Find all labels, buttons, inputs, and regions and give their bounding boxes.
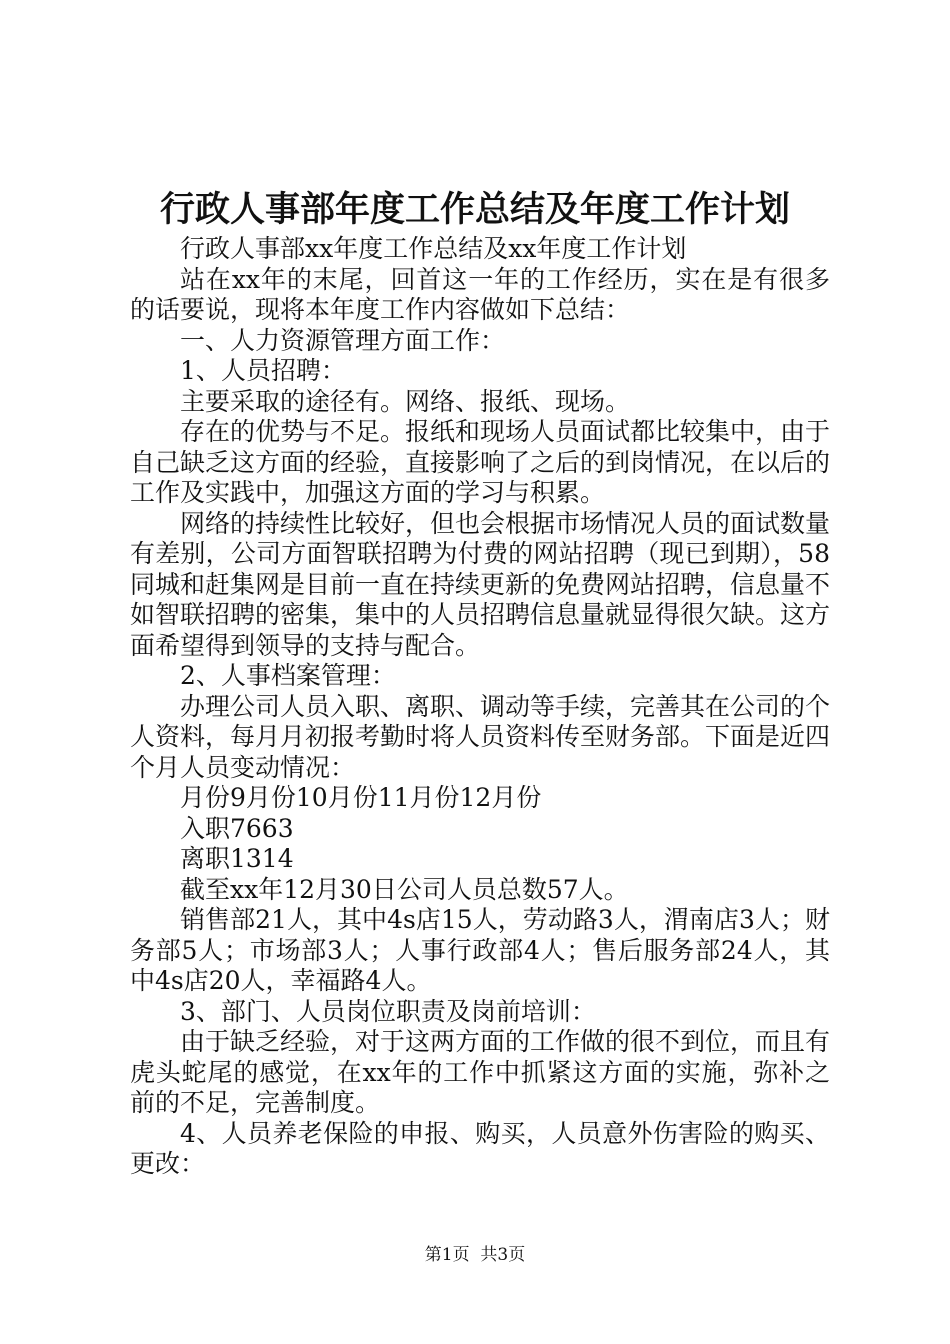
page-footer	[0, 1244, 950, 1266]
table-row-onboard: 入职7663	[180, 813, 294, 843]
paragraph-duties: 由于缺乏经验，对于这两方面的工作做的很不到位，而且有虎头蛇尾的感觉，在xx年的工作中抓紧这方面的实施，弥补之前的不足，完善制度。	[130, 1027, 831, 1117]
paragraph-departments: 销售部21人，其中4s店15人，劳动路3人，渭南店3人；财务部5人；市场部3人；人事行政部4人；售后服务部24人，其中4s店20人，幸福路4人。	[130, 905, 830, 995]
document-title: 行政人事部年度工作总结及年度工作计划	[159, 189, 790, 230]
item-heading-duties: 3、部门、人员岗位职责及岗前培训：	[180, 996, 596, 1026]
item-heading-insurance: 4、人员养老保险的申报、购买，人员意外伤害险的购买、更改：	[130, 1118, 830, 1178]
item-heading-recruitment: 1、人员招聘：	[180, 356, 346, 385]
table-row-months: 月份9月份10月份11月份12月份	[180, 783, 542, 812]
paragraph-total: 截至xx年12月30日公司人员总数57人。	[180, 874, 629, 904]
item-heading-archives: 2、人事档案管理：	[180, 661, 396, 690]
page-total: 共3页	[480, 1245, 526, 1265]
document-body	[130, 234, 830, 1180]
table-row-leave: 离职1314	[180, 844, 294, 873]
paragraph-channels: 主要采取的途径有。网络、报纸、现场。	[180, 386, 631, 416]
paragraph-archives: 办理公司人员入职、离职、调动等手续，完善其在公司的个人资料，每月月初报考勤时将人员资料传至财务部。下面是近四个月人员变动情况：	[130, 691, 831, 782]
page-number: 第1页	[424, 1245, 470, 1265]
paragraph-subtitle: 行政人事部xx年度工作总结及xx年度工作计划	[180, 234, 687, 263]
paragraph-strengths: 存在的优势与不足。报纸和现场人员面试都比较集中，由于自己缺乏这方面的经验，直接影响了之后的到岗情况，在以后的工作及实践中，加强这方面的学习与积累。	[130, 417, 831, 507]
paragraph-online: 网络的持续性比较好，但也会根据市场情况人员的面试数量有差别，公司方面智联招聘为付费的网站招聘（现已到期），58同城和赶集网是目前一直在持续更新的免费网站招聘，信息量不如智联招聘的密集，集中的人员招聘信息量就显得很欠缺。这方面希望得到领导的支持与配合。	[130, 508, 831, 660]
section-heading-hr: 一、人力资源管理方面工作：	[180, 325, 506, 355]
paragraph-intro: 站在xx年的末尾，回首这一年的工作经历，实在是有很多的话要说，现将本年度工作内容做如下总结：	[130, 264, 830, 324]
